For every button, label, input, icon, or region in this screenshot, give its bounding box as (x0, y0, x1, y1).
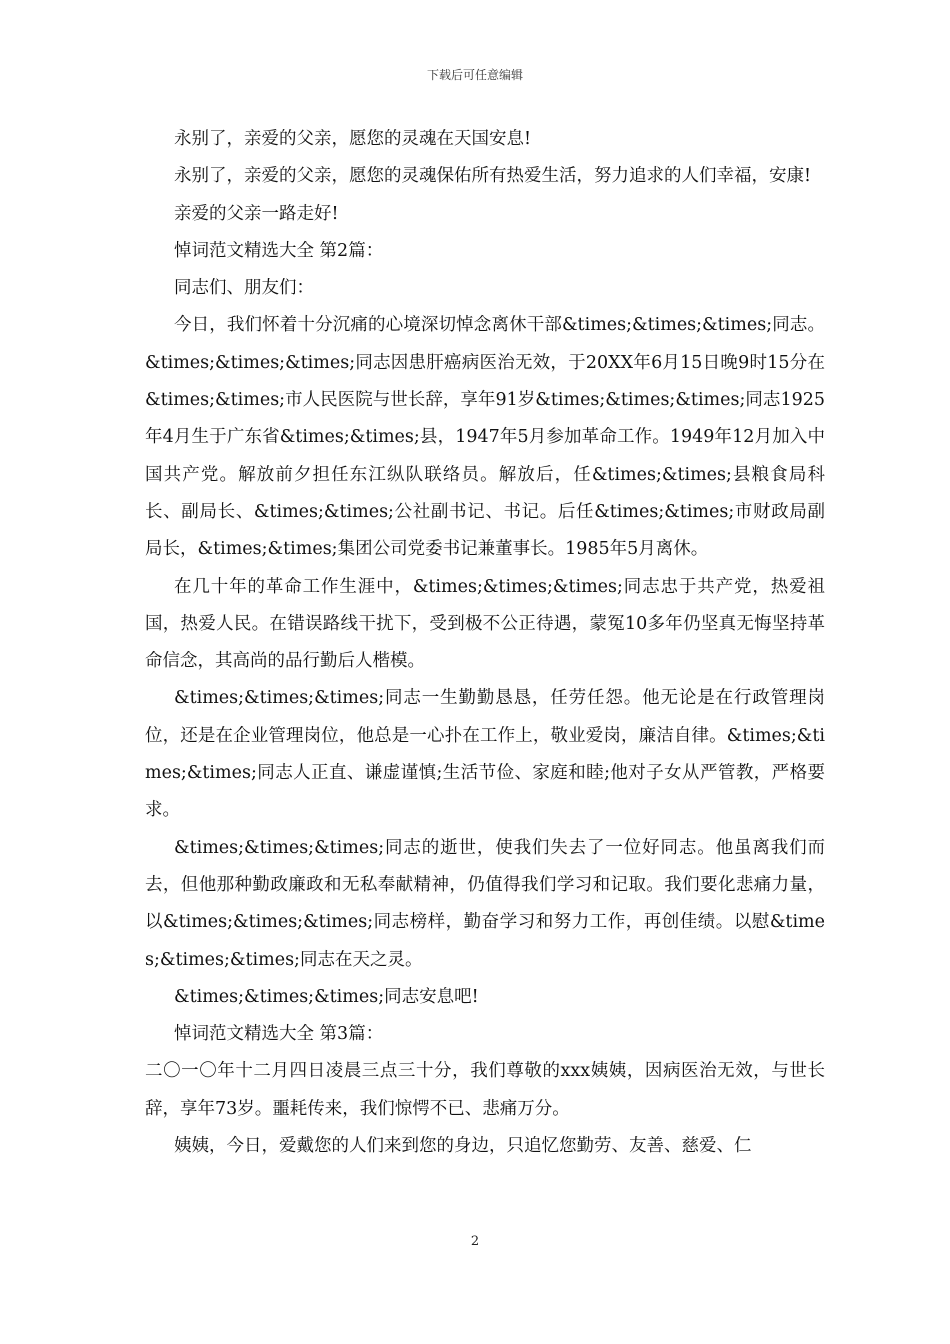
section-heading: 悼词范文精选大全 第3篇： (174, 1024, 384, 1045)
paragraph: &times;&times;&times;同志一生勤勤恳恳，任劳任怨。他无论是在行政管理岗位，还是在企业管理岗位，他总是一心扑在工作上，敬业爱岗，廉洁自律。&times;&times;&times;同志人正直、谦虚谨慎;生活节俭、家庭和睦;他对子女从严管教，严格要求。 (145, 688, 825, 821)
paragraph: &times;&times;&times;同志的逝世，使我们失去了一位好同志。他虽离我们而去，但他那种勤政廉政和无私奉献精神，仍值得我们学习和记取。我们要化悲痛力量，以&times;&times;&times;同志榜样，勤奋学习和努力工作，再创佳绩。以慰&times;&times;&times;同志在天之灵。 (145, 837, 825, 970)
paragraph: &times;&times;&times;同志安息吧! (174, 986, 479, 1007)
paragraph: 今日，我们怀着十分沉痛的心境深切悼念离休干部&times;&times;&times;同志。&times;&times;&times;同志因患肝癌病医治无效，于20XX年6月15日晚9时15分在&times;&times;市人民医院与世长辞，享年91岁&times;&times;&times;同志1925年4月生于广东省&times;&times;县，1947年5月参加革命工作。1949年12月加入中国共产党。解放前夕担任东江纵队联络员。解放后，任&times;&times;县粮食局科长、副局长、&times;&times;公社副书记、书记。后任&times;&times;市财政局副局长，&times;&times;集团公司党委书记兼董事长。1985年5月离休。 (145, 315, 825, 560)
paragraph: 永别了，亲爱的父亲，愿您的灵魂在天国安息! (174, 129, 532, 149)
paragraph: 姨姨，今日，爱戴您的人们来到您的身边，只追忆您勤劳、友善、慈爱、仁 (174, 1136, 752, 1157)
document-body (145, 121, 825, 1165)
paragraph: 亲爱的父亲一路走好! (174, 203, 339, 224)
paragraph: 在几十年的革命工作生涯中，&times;&times;&times;同志忠于共产党，热爱祖国，热爱人民。在错误路线干扰下，受到极不公正待遇，蒙冤10多年仍坚真无悔坚持革命信念，其高尚的品行勤后人楷模。 (145, 576, 825, 672)
salutation: 同志们、朋友们： (174, 278, 314, 299)
paragraph: 二〇一〇年十二月四日凌晨三点三十分，我们尊敬的xxx姨姨，因病医治无效，与世长辞，享年73岁。噩耗传来，我们惊愕不已、悲痛万分。 (145, 1061, 825, 1119)
section-heading: 悼词范文精选大全 第2篇： (174, 240, 384, 261)
page-number: 2 (470, 1234, 480, 1249)
paragraph: 永别了，亲爱的父亲，愿您的灵魂保佑所有热爱生活，努力追求的人们幸福，安康! (174, 166, 812, 187)
page-header: 下载后可任意编辑 (426, 68, 523, 82)
